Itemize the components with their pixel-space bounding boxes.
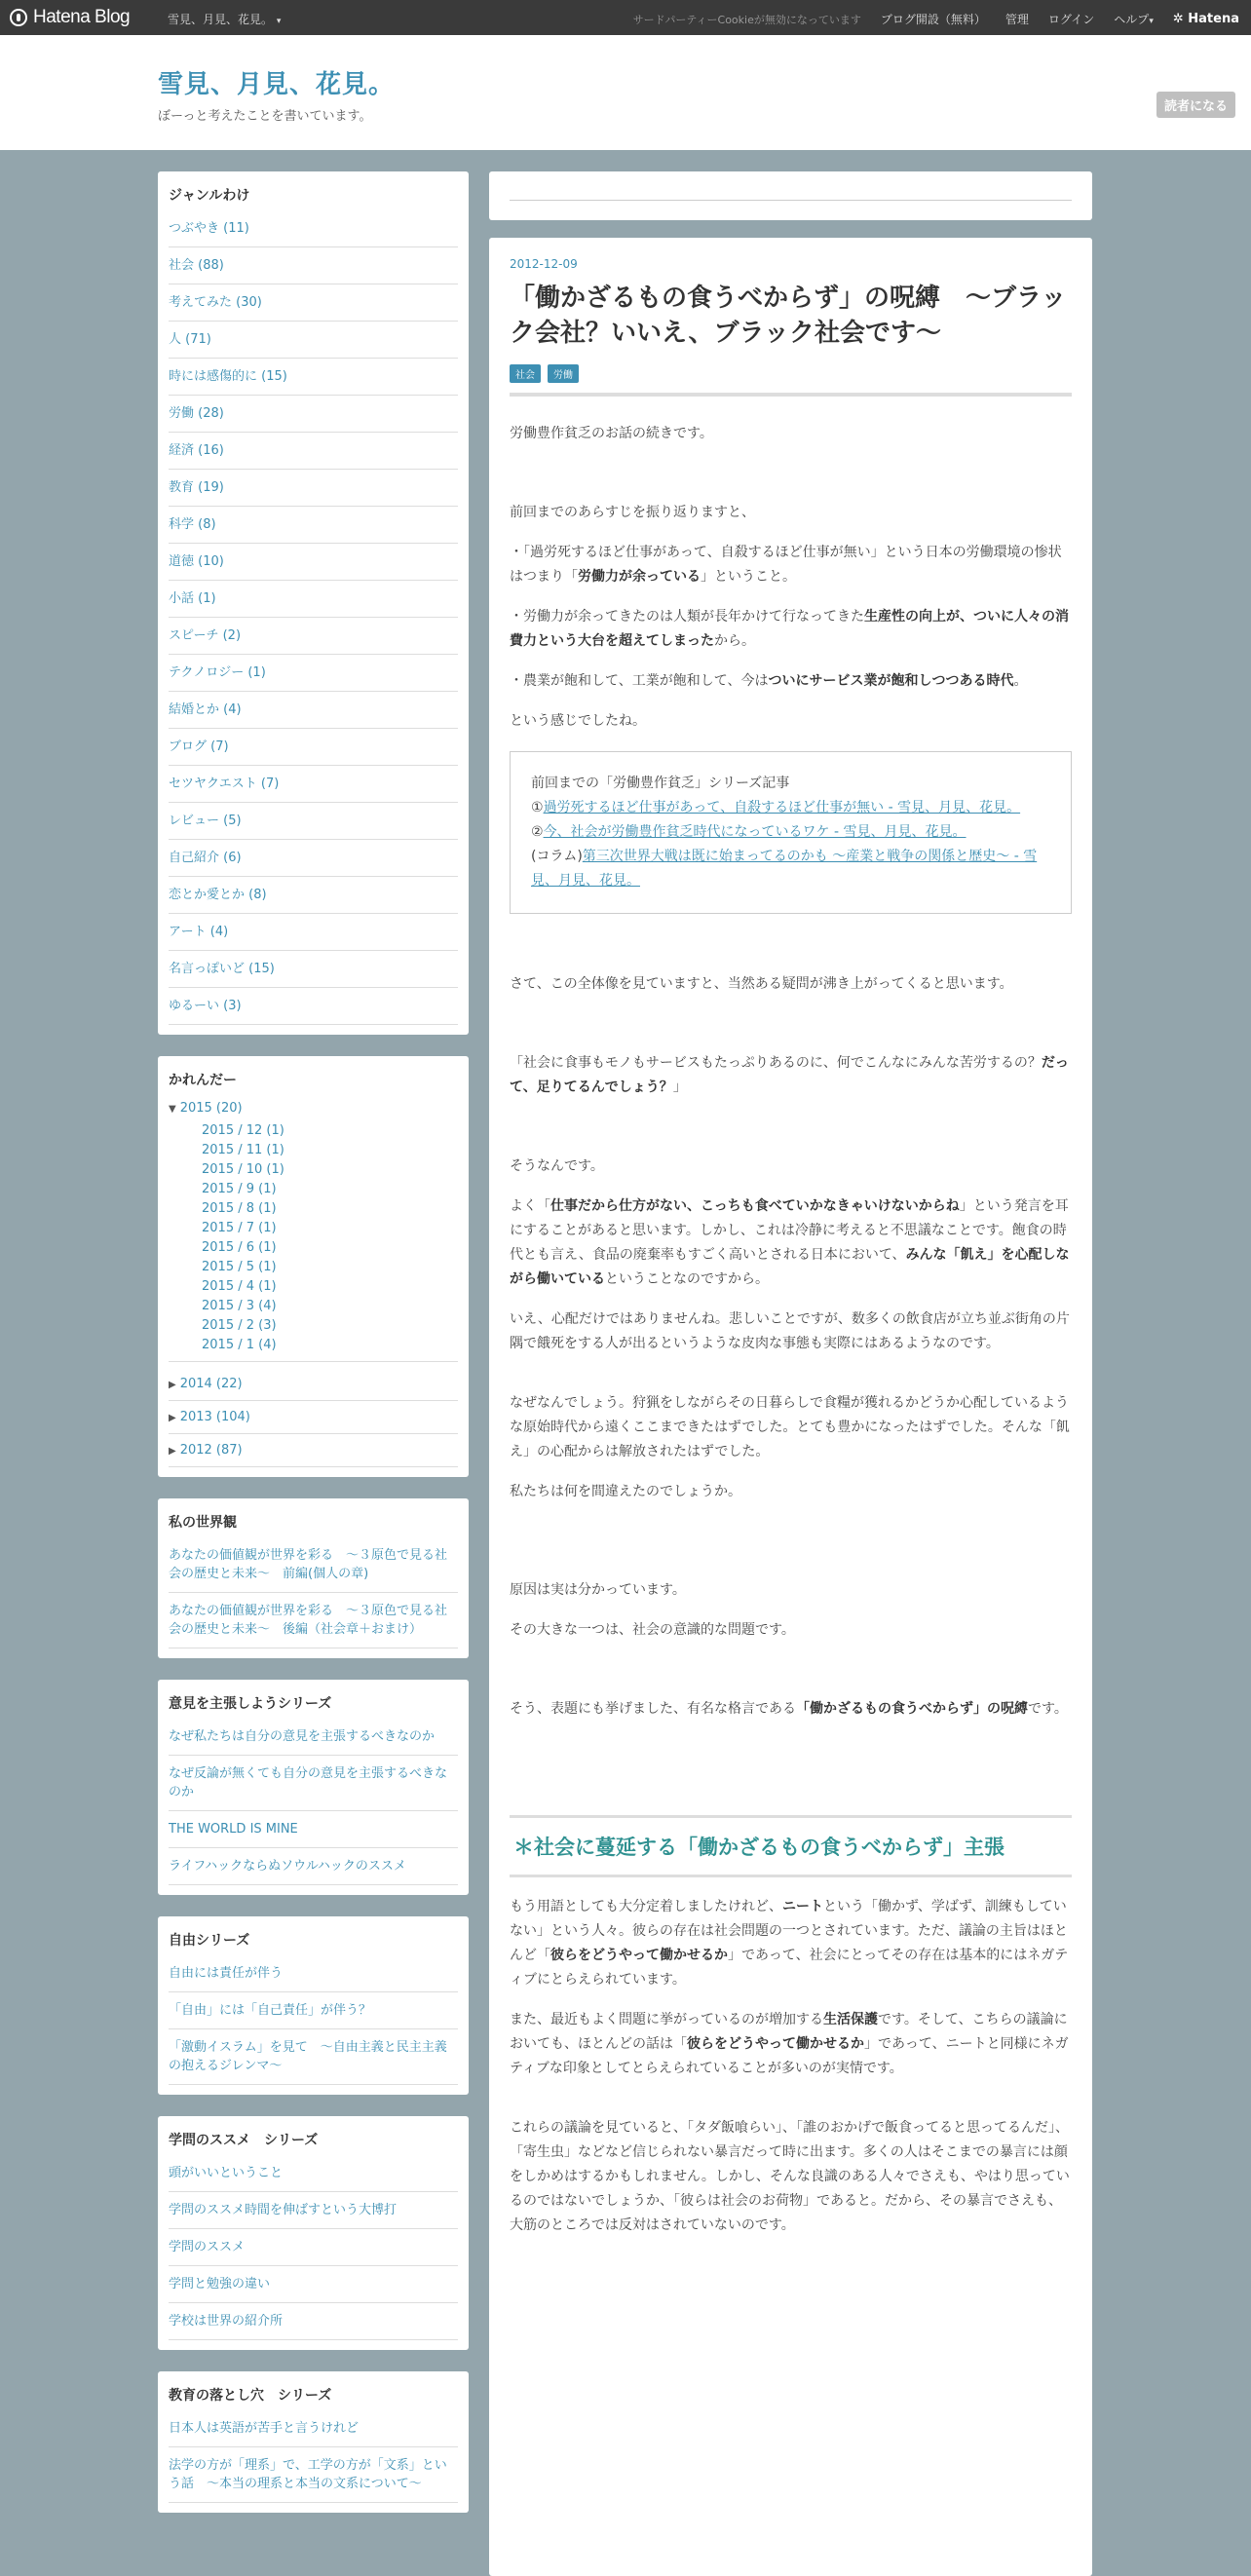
- paragraph: その大きな一つは、社会の意識的な問題です。: [510, 1622, 795, 1638]
- bold-text: 労働力が余っている: [578, 569, 701, 585]
- sidebar-link-item: [169, 1719, 458, 1756]
- sidebar-link[interactable]: 自由には責任が伴う: [169, 1966, 284, 1981]
- caret-down-icon: ▾: [276, 17, 282, 26]
- calendar-year[interactable]: [169, 1434, 458, 1467]
- sidebar-link[interactable]: あなたの価値観が世界を彩る ～３原色で見る社会の歴史と未来～ 後編（社会章＋おまけ）: [169, 1604, 448, 1637]
- help-label: ヘルプ: [1114, 13, 1150, 26]
- sidebar-link[interactable]: 教育 (19): [169, 480, 224, 495]
- sidebar-link[interactable]: 恋とか愛とか (8): [169, 888, 267, 902]
- bold-text: だって、足りてるんでしょう？: [510, 1055, 1069, 1095]
- text: もう用語としても大分定着しましたけれど、: [510, 1899, 782, 1914]
- sidebar-link[interactable]: 小話 (1): [169, 591, 216, 606]
- sidebar-link[interactable]: スピーチ (2): [169, 628, 242, 643]
- education-list: [169, 2410, 458, 2503]
- text: です。そして、こちらの議論においても、ほとんどの話は「: [510, 2012, 1068, 2052]
- sidebar-link-item: [169, 1756, 458, 1811]
- text: 」という発言を耳にすることがあると思います。しかし、これは冷静に考えると不思議なことです。飽食の時代とも言え、食品の廃棄率もすごく高いとされる日本において、: [510, 1198, 1069, 1263]
- sidebar-link-item: [169, 2266, 458, 2303]
- related-item: [531, 845, 1050, 893]
- sidebar-link-item: [169, 618, 458, 655]
- calendar-year[interactable]: [169, 1401, 458, 1434]
- triangle-right-icon: ▶: [169, 1413, 176, 1423]
- calendar-month: [202, 1297, 458, 1316]
- freedom-series-module: [158, 1916, 469, 2095]
- sidebar-link-item: [169, 507, 458, 544]
- bold-text: 「働かざるもの食うべからず」の呪縛: [796, 1701, 1028, 1717]
- article-date[interactable]: 2012-12-09: [510, 257, 578, 271]
- calendar-year-2015[interactable]: [169, 1095, 458, 1121]
- paragraph: 私たちは何を間違えたのでしょうか。: [510, 1484, 741, 1499]
- related-item: [531, 796, 1050, 820]
- calendar-month-link[interactable]: 2015 / 10 (1): [202, 1162, 284, 1177]
- sidebar-link[interactable]: アート (4): [169, 925, 229, 939]
- sidebar-link[interactable]: 学校は世界の紹介所: [169, 2314, 284, 2329]
- divider: [510, 200, 1072, 201]
- bold-text: ニート: [782, 1899, 823, 1914]
- sidebar-link[interactable]: あなたの価値観が世界を彩る ～３原色で見る社会の歴史と未来～ 前編(個人の章): [169, 1548, 448, 1581]
- sidebar-link-item: [169, 284, 458, 322]
- blog-description: ぼーっと考えたことを書いています。: [158, 109, 372, 124]
- caret-down-icon: ▾: [1149, 17, 1154, 26]
- calendar-month: [202, 1316, 458, 1336]
- admin-link[interactable]: 管理: [1005, 13, 1029, 26]
- article-categories: [510, 364, 1072, 383]
- sidebar-link[interactable]: 頭がいいということ: [169, 2166, 284, 2180]
- global-header: [0, 0, 1251, 35]
- calendar-month: [202, 1219, 458, 1238]
- sidebar-link[interactable]: THE WORLD IS MINE: [169, 1822, 298, 1837]
- paragraph: [510, 541, 1072, 589]
- sidebar-link[interactable]: 科学 (8): [169, 517, 216, 532]
- paragraph: [510, 1895, 1072, 1992]
- sidebar-link-item: [169, 359, 458, 396]
- hatena-blog-logo[interactable]: [10, 7, 130, 28]
- main-content: [489, 171, 1092, 2576]
- worldview-list: [169, 1537, 458, 1648]
- article: [489, 238, 1092, 2576]
- module-title: 自由シリーズ: [169, 1933, 250, 1949]
- sidebar-link[interactable]: 日本人は英語が苦手と言うけれど: [169, 2421, 360, 2436]
- calendar-month-link[interactable]: 2015 / 9 (1): [202, 1182, 277, 1196]
- text: 」であって、社会にとってその存在は基本的にはネガティブにとらえられています。: [510, 1948, 1069, 1988]
- related-link[interactable]: 過労死するほど仕事があって、自殺するほど仕事が無い - 雪見、月見、花見。: [543, 800, 1021, 815]
- text: 。: [1013, 673, 1028, 689]
- sidebar-link[interactable]: セツヤクエスト (7): [169, 777, 280, 791]
- spacer: [510, 953, 1072, 972]
- paragraph: [510, 1697, 1072, 1722]
- blog-selector-label: 雪見、月見、花見。: [168, 13, 274, 26]
- calendar-month-link[interactable]: 2015 / 7 (1): [202, 1221, 277, 1235]
- bold-text: 彼らをどうやって働かせるか: [687, 2036, 864, 2052]
- spacer: [510, 1012, 1072, 1051]
- spacer: [510, 1658, 1072, 1697]
- text: ということなのですから。: [605, 1271, 769, 1287]
- sidebar-link-item: [169, 877, 458, 914]
- sidebar: [158, 171, 469, 2534]
- related-link[interactable]: 今、社会が労働豊作貧乏時代になっているワケ - 雪見、月見、花見。: [543, 824, 967, 840]
- bold-text: 仕事だから仕方がない、こっちも食べていかなきゃいけないからね: [550, 1198, 960, 1214]
- sidebar-link[interactable]: 「激動イスラム」を見て ～自由主義と民主主義の抱えるジレンマ～: [169, 2040, 447, 2073]
- module-title: 意見を主張しようシリーズ: [169, 1696, 332, 1712]
- bold-text: 生活保護: [823, 2012, 878, 2027]
- calendar-month-link[interactable]: 2015 / 12 (1): [202, 1123, 284, 1138]
- bold-text: ついにサービス業が飽和しつつある時代: [768, 673, 1014, 689]
- sidebar-link-item: [169, 655, 458, 692]
- calendar-month: [202, 1180, 458, 1199]
- related-link[interactable]: 第三次世界大戦は既に始まってるのかも ～産業と戦争の関係と歴史～ - 雪見、月見、花見。: [531, 849, 1038, 889]
- text: ①: [531, 800, 544, 815]
- calendar-month-link[interactable]: 2015 / 3 (4): [202, 1299, 277, 1313]
- sidebar-link[interactable]: 法学の方が「理系」で、工学の方が「文系」という話 ～本当の理系と本当の文系について～: [169, 2458, 447, 2491]
- hatena-star-icon: ✲: [1172, 12, 1184, 26]
- study-list: [169, 2155, 458, 2340]
- sidebar-link-item: [169, 2303, 458, 2340]
- logo-text: Hatena Blog: [33, 7, 131, 27]
- calendar-month-link[interactable]: 2015 / 2 (3): [202, 1318, 277, 1333]
- spacer: [510, 1116, 1072, 1155]
- top-module: [489, 171, 1092, 220]
- open-blog-link[interactable]: ブログ開設（無料）: [880, 13, 986, 26]
- sidebar-link-item: [169, 988, 458, 1025]
- sidebar-link-item: [169, 2447, 458, 2503]
- calendar-month-link[interactable]: 2015 / 4 (1): [202, 1279, 277, 1294]
- category-tag[interactable]: 社会: [510, 364, 541, 383]
- text: よく「: [510, 1198, 550, 1214]
- paragraph: これらの議論を見ていると、「タダ飯喰らい」、「誰のおかげで飯食ってると思ってるんだ」、「寄生虫」などなど信じられない暴言だって時に出ます。多くの人はそこまでの暴言には顔をしかめはするかもしれません。しかし、そんな良識のある人々でさえも、やはり思っているのではないでしょうか、「彼らは社会のお荷物」であると。だから、その暴言でさえも、大筋のところでは反対はされていないのです。: [510, 2120, 1070, 2233]
- sidebar-link[interactable]: 「自由」には「自己責任」が伴う？: [169, 2003, 372, 2018]
- paragraph: [510, 605, 1072, 654]
- calendar-month: [202, 1199, 458, 1219]
- module-title: 学問のススメ シリーズ: [169, 2133, 319, 2148]
- help-menu[interactable]: [1114, 11, 1154, 27]
- spacer: [510, 1737, 1072, 1815]
- sidebar-link[interactable]: 学問と勉強の違い: [169, 2277, 271, 2292]
- genre-module: [158, 171, 469, 1035]
- study-series-module: [158, 2116, 469, 2350]
- sidebar-link-item: [169, 1955, 458, 1992]
- paragraph: [510, 1051, 1072, 1100]
- paragraph: [510, 1194, 1072, 1292]
- freedom-list: [169, 1955, 458, 2085]
- year-label: 2013 (104): [179, 1410, 250, 1424]
- global-nav: [633, 11, 1239, 27]
- opinion-list: [169, 1719, 458, 1885]
- year-label: 2015 (20): [179, 1101, 243, 1116]
- blog-selector[interactable]: [168, 11, 281, 27]
- sidebar-link-item: [169, 322, 458, 359]
- sidebar-link-item: [169, 766, 458, 803]
- related-articles-box: [510, 751, 1072, 914]
- sidebar-link[interactable]: 社会 (88): [169, 258, 224, 273]
- spacer: [510, 2097, 1072, 2116]
- sidebar-link[interactable]: テクノロジー (1): [169, 665, 266, 680]
- sidebar-link[interactable]: ゆるーい (3): [169, 999, 242, 1013]
- paragraph: なぜなんでしょう。狩猟をしながらその日暮らしで食糧が獲れるかどうか心配しているような原始時代から遠くここまできたはずでした。とても豊かになったはずでした。そんな「飢え」の心配からは解放されたはずでした。: [510, 1395, 1070, 1459]
- blog-header: [0, 35, 1251, 150]
- paragraph: という感じでしたね。: [510, 713, 646, 729]
- sidebar-link[interactable]: 考えてみた (30): [169, 295, 262, 310]
- calendar-month: [202, 1277, 458, 1297]
- category-tag[interactable]: 労働: [548, 364, 579, 383]
- blog-title[interactable]: 雪見、月見、花見。: [158, 70, 396, 99]
- education-series-module: [158, 2371, 469, 2513]
- paragraph: さて、この全体像を見ていますと、当然ある疑問が沸き上がってくると思います。: [510, 976, 1013, 992]
- hatena-brand-link[interactable]: [1173, 12, 1239, 26]
- sidebar-link[interactable]: ライフハックならぬソウルハックのススメ: [169, 1859, 406, 1874]
- sidebar-link-item: [169, 2029, 458, 2085]
- text: 」: [672, 1080, 687, 1095]
- sidebar-link-item: [169, 210, 458, 247]
- month-list: [169, 1121, 458, 1362]
- sidebar-link-item: [169, 729, 458, 766]
- text: 」であって、ニートと同様にネガティブな印象としてとらえられていることが多いのが実情です。: [510, 2036, 1069, 2076]
- login-link[interactable]: ログイン: [1047, 13, 1095, 26]
- module-title: かれんだー: [169, 1073, 237, 1088]
- sidebar-link[interactable]: 自己紹介 (6): [169, 851, 242, 865]
- sidebar-link-item: [169, 396, 458, 433]
- sidebar-link[interactable]: なぜ私たちは自分の意見を主張するべきなのか: [169, 1729, 436, 1744]
- sidebar-link[interactable]: 道徳 (10): [169, 554, 224, 569]
- text: という「働かず、学ばず、訓練もしていない」という人々。彼らの存在は社会問題の一つとされています。ただ、議論の主旨はほとんど「: [510, 1899, 1068, 1963]
- paragraph: [510, 669, 1072, 694]
- year-label: 2012 (87): [179, 1443, 243, 1458]
- paragraph: 労働豊作貧乏のお話の続きです。: [510, 426, 713, 441]
- sidebar-link[interactable]: ブログ (7): [169, 739, 229, 754]
- calendar-month: [202, 1121, 458, 1141]
- sidebar-link[interactable]: 結婚とか (4): [169, 702, 242, 717]
- calendar-month: [202, 1238, 458, 1258]
- bold-text: みんな「飢え」を心配しながら働いている: [510, 1247, 1070, 1287]
- triangle-right-icon: ▶: [169, 1380, 176, 1390]
- text: ・農業が飽和して、工業が飽和して、今は: [510, 673, 769, 689]
- sidebar-link-item: [169, 2192, 458, 2229]
- text: 」ということ。: [701, 569, 796, 585]
- sidebar-link-item: [169, 914, 458, 951]
- bold-text: 生産性の向上が、ついに人々の消費力という大台を超えてしまった: [510, 609, 1069, 649]
- worldview-module: [158, 1498, 469, 1658]
- text: です。: [1028, 1701, 1068, 1717]
- paragraph: [510, 2008, 1072, 2081]
- text: また、最近もよく問題に挙がっているのが増加する: [510, 2012, 823, 2027]
- year-label: 2014 (22): [179, 1377, 243, 1391]
- sidebar-link-item: [169, 1593, 458, 1648]
- sidebar-link[interactable]: 学問のススメ: [169, 2240, 246, 2254]
- genre-list: [169, 210, 458, 1025]
- paragraph: 前回までのあらすじを振り返りますと、: [510, 505, 755, 520]
- calendar-month: [202, 1258, 458, 1277]
- paragraph: 原因は実は分かっています。: [510, 1582, 686, 1598]
- text: ・「過労死するほど仕事があって、自殺するほど仕事が無い」という日本の労働環境の惨状はつまり「: [510, 545, 1062, 585]
- module-title: ジャンルわけ: [169, 188, 250, 204]
- text: ・労働力が余ってきたのは人類が長年かけて行なってきた: [510, 609, 864, 625]
- sidebar-link[interactable]: なぜ反論が無くても自分の意見を主張するべきなのか: [169, 1766, 448, 1799]
- sidebar-link-item: [169, 803, 458, 840]
- sidebar-link-item: [169, 840, 458, 877]
- calendar-year[interactable]: [169, 1368, 458, 1401]
- article-title[interactable]: 「働かざるもの食うべからず」の呪縛 ～ブラック会社？いいえ、ブラック社会です～: [510, 284, 1067, 348]
- calendar-month: [202, 1336, 458, 1355]
- calendar-month-link[interactable]: 2015 / 1 (4): [202, 1338, 277, 1352]
- spacer: [510, 1520, 1072, 1578]
- sidebar-link-item: [169, 433, 458, 470]
- sidebar-link[interactable]: つぶやき (11): [169, 221, 249, 236]
- module-title: 教育の落とし穴 シリーズ: [169, 2388, 332, 2404]
- paragraph: そうなんです。: [510, 1158, 604, 1174]
- sidebar-link-item: [169, 2155, 458, 2192]
- opinion-series-module: [158, 1680, 469, 1895]
- calendar-month: [202, 1160, 458, 1180]
- sidebar-link[interactable]: レビュー (5): [169, 814, 242, 828]
- calendar-month-link[interactable]: 2015 / 6 (1): [202, 1240, 277, 1255]
- sidebar-link[interactable]: 学問のススメ時間を伸ばすという大博打: [169, 2203, 398, 2217]
- calendar-month-link[interactable]: 2015 / 8 (1): [202, 1201, 277, 1216]
- sidebar-link[interactable]: 人 (71): [169, 332, 211, 347]
- title-divider: [510, 393, 1072, 397]
- sidebar-link[interactable]: 経済 (16): [169, 443, 224, 458]
- text: 「社会に食事もモノもサービスもたっぷりあるのに、何でこんなにみんな苦労するの？: [510, 1055, 1042, 1071]
- sidebar-link-item: [169, 692, 458, 729]
- calendar-module: [158, 1056, 469, 1477]
- sidebar-link-item: [169, 1811, 458, 1848]
- sidebar-link[interactable]: 労働 (28): [169, 406, 224, 421]
- module-title: 私の世界観: [169, 1515, 237, 1531]
- spacer: [510, 1372, 1072, 1391]
- text: から。: [714, 633, 755, 649]
- article-body: [510, 422, 1072, 2238]
- related-heading: 前回までの「労働豊作貧乏」シリーズ記事: [531, 776, 790, 791]
- sidebar-link-item: [169, 470, 458, 507]
- text: そう、表題にも挙げました、有名な格言である: [510, 1701, 796, 1717]
- sidebar-link[interactable]: 時には感傷的に (15): [169, 369, 287, 384]
- section-heading: ＊社会に蔓延する「働かざるもの食うべからず」主張: [510, 1815, 1072, 1877]
- calendar-month-link[interactable]: 2015 / 5 (1): [202, 1260, 277, 1274]
- subscribe-button[interactable]: 読者になる: [1156, 92, 1235, 118]
- paragraph: いえ、心配だけではありませんね。悲しいことですが、数多くの飲食店が立ち並ぶ街角の片隅で餓死をする人が出るというような皮肉な事態も実際にはあるようなのです。: [510, 1311, 1070, 1351]
- sidebar-link-item: [169, 2229, 458, 2266]
- sidebar-link-item: [169, 247, 458, 284]
- sidebar-link-item: [169, 951, 458, 988]
- sidebar-link-item: [169, 1992, 458, 2029]
- hatena-brand-label: Hatena: [1188, 12, 1239, 26]
- bold-text: 彼らをどうやって働かせるか: [550, 1948, 728, 1963]
- cookie-notice[interactable]: サードパーティーCookieが無効になっています: [632, 13, 861, 26]
- spacer: [510, 462, 1072, 501]
- calendar-month-link[interactable]: 2015 / 11 (1): [202, 1143, 284, 1157]
- text: (コラム): [531, 849, 583, 864]
- triangle-down-icon: ▼: [169, 1104, 176, 1115]
- hatena-logo-icon: [10, 9, 27, 26]
- sidebar-link-item: [169, 581, 458, 618]
- sidebar-link-item: [169, 2410, 458, 2447]
- year-list: [169, 1368, 458, 1467]
- text: ②: [531, 824, 544, 840]
- sidebar-link-item: [169, 544, 458, 581]
- sidebar-link[interactable]: 名言っぽいど (15): [169, 962, 275, 976]
- sidebar-link-item: [169, 1848, 458, 1885]
- triangle-right-icon: ▶: [169, 1446, 176, 1457]
- sidebar-link-item: [169, 1537, 458, 1593]
- calendar-month: [202, 1141, 458, 1160]
- related-item: [531, 820, 1050, 845]
